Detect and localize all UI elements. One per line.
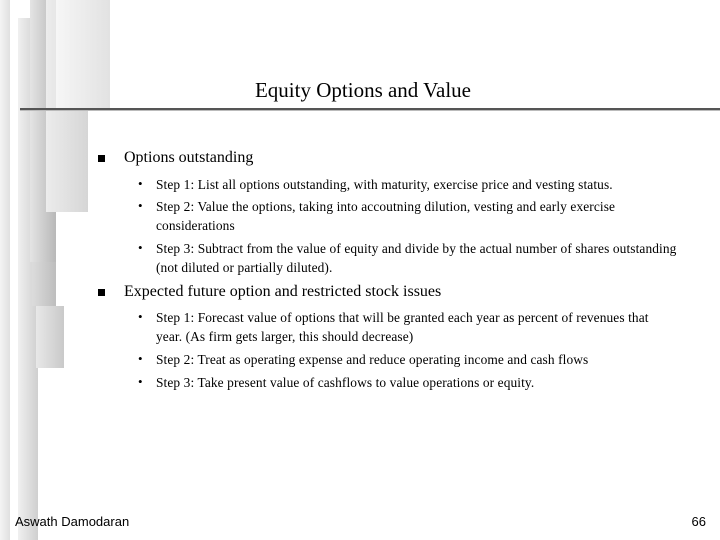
footer-author: Aswath Damodaran <box>15 514 130 529</box>
title-divider <box>20 108 720 110</box>
section-heading-options: Options outstanding <box>124 149 254 166</box>
step-bullet: • <box>138 374 143 389</box>
decor-bar-5 <box>56 0 110 110</box>
step-bullet: • <box>138 240 143 255</box>
step-item: Step 1: Forecast value of options that will be granted each year as percent of revenues that year. (As firm gets larger, this should decrease) <box>156 310 649 344</box>
step-bullet: • <box>138 309 143 324</box>
decor-bar-6 <box>32 262 56 306</box>
step-item: Step 3: Take present value of cashflows to value operations or equity. <box>156 375 535 390</box>
decor-bar-1 <box>0 0 10 540</box>
section-heading-future-issues: Expected future option and restricted stock issues <box>124 283 442 300</box>
section-bullet-1 <box>98 155 105 162</box>
slide-title: Equity Options and Value <box>254 78 471 102</box>
page-number: 66 <box>691 514 706 529</box>
step-bullet: • <box>138 351 143 366</box>
step-item: Step 1: List all options outstanding, with maturity, exercise price and vesting status. <box>156 177 613 192</box>
section-bullet-2 <box>98 289 105 296</box>
step-item: Step 2: Treat as operating expense and reduce operating income and cash flows <box>156 352 589 367</box>
step-item: Step 2: Value the options, taking into accoutning dilution, vesting and early exercise considerations <box>156 199 616 233</box>
step-bullet: • <box>138 198 143 213</box>
step-item: Step 3: Subtract from the value of equity and divide by the actual number of shares outstanding (not diluted or partially diluted). <box>156 241 677 275</box>
decor-bar-7 <box>36 306 64 368</box>
step-bullet: • <box>138 176 143 191</box>
